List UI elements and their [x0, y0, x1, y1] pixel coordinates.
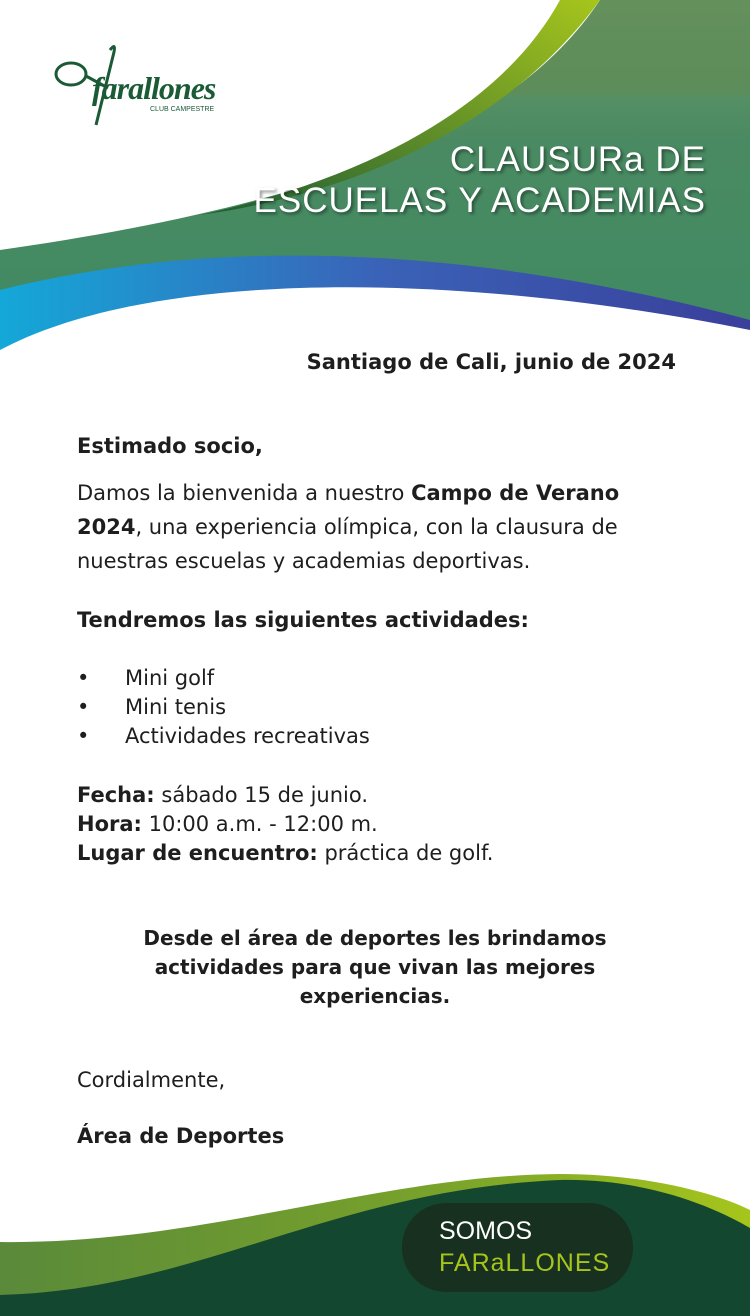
banner-title-line1: CLAUSURa DE: [449, 140, 706, 179]
list-item: • Actividades recreativas: [77, 724, 370, 748]
banner-title-line2: ESCUELAS Y ACADEMIAS: [253, 181, 706, 220]
signature: Área de Deportes: [77, 1124, 285, 1148]
list-item: • Mini tenis: [77, 695, 227, 719]
somos-farallones-badge: SOMOS FARaLLONES: [402, 1203, 633, 1292]
closing: Cordialmente,: [77, 1068, 226, 1092]
list-item: • Mini golf: [77, 666, 215, 690]
highlight-message: Desde el área de deportes les brindamos actividades para que vivan las mejores experiencias.: [143, 926, 607, 1008]
greeting: Estimado socio,: [77, 434, 263, 458]
intro-paragraph: Damos la bienvenida a nuestro Campo de Verano 2024, una experiencia olímpica, con la clausura de nuestras escuelas y academias deportivas.: [77, 481, 620, 573]
logo: farallones: [92, 70, 216, 106]
place-date: Santiago de Cali, junio de 2024: [306, 350, 676, 374]
detail-date: Fecha: sábado 15 de junio.: [77, 783, 369, 807]
detail-place: Lugar de encuentro: práctica de golf.: [77, 841, 494, 865]
logo-subtitle: CLUB CAMPESTRE: [150, 106, 215, 113]
detail-time: Hora: 10:00 a.m. - 12:00 m.: [77, 812, 378, 836]
activities-heading: Tendremos las siguientes actividades:: [77, 608, 529, 632]
event-details: [77, 781, 494, 868]
activities-list: [77, 664, 370, 751]
footer-wave: [0, 1150, 750, 1316]
